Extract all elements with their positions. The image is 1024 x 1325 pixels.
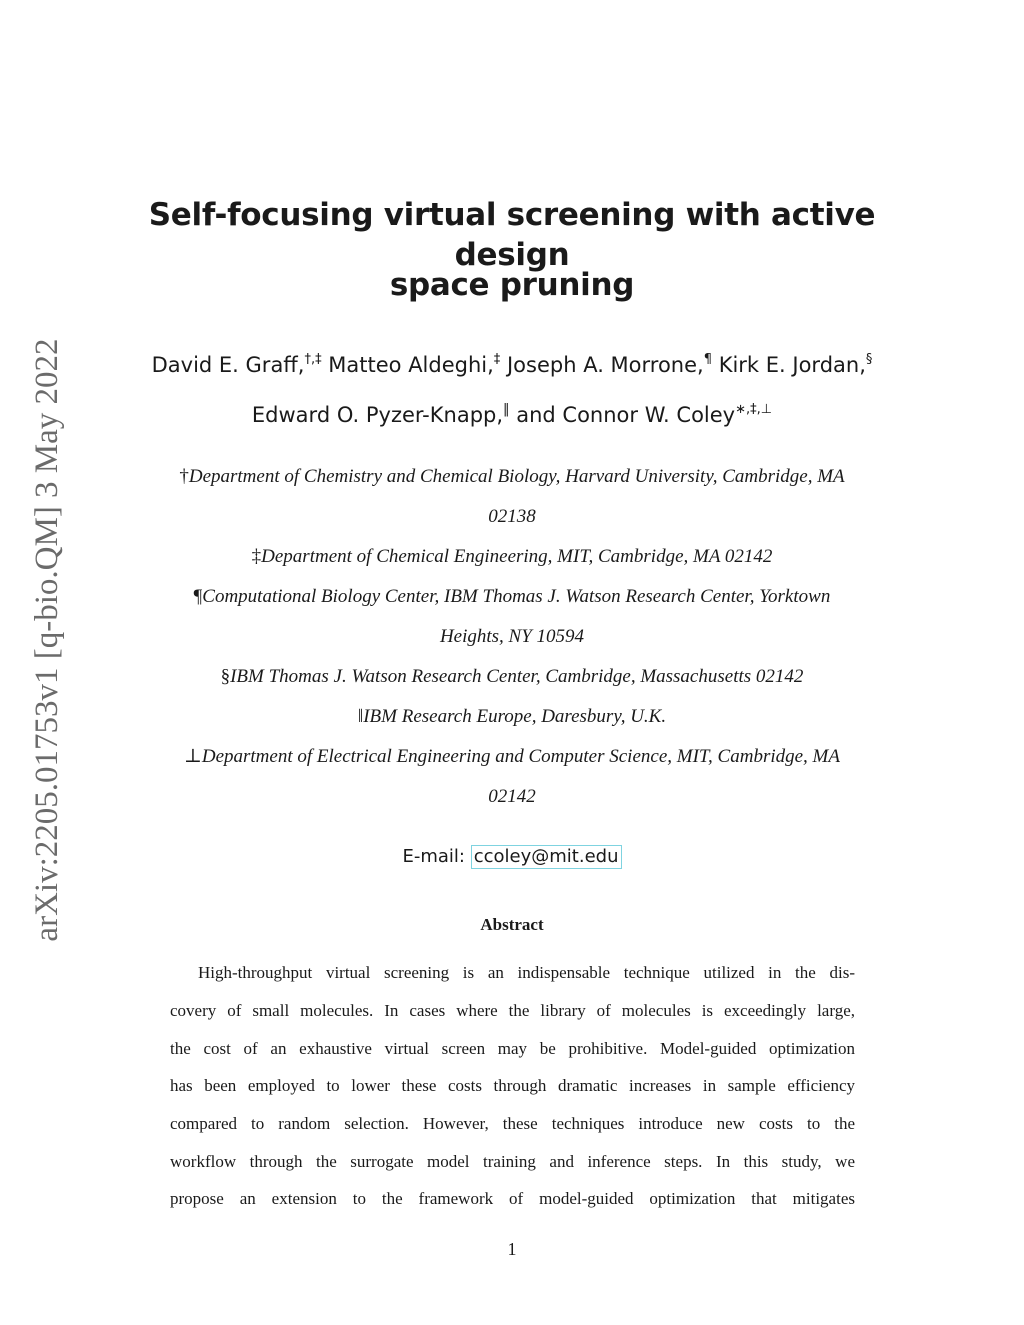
affiliation-text: IBM Research Europe, Daresbury, U.K. — [363, 706, 667, 727]
paper-title-line-2: space pruning — [389, 267, 635, 303]
author-affiliation-marks: ¶ — [703, 352, 712, 367]
author-affiliation-marks: ‡ — [493, 352, 501, 367]
author-affiliation-marks: ‖ — [503, 402, 510, 417]
author-name: David E. Graff, — [151, 353, 305, 377]
author-name: Edward O. Pyzer-Knapp, — [251, 403, 504, 427]
affiliation-text: Department of Chemistry and Chemical Biology, Harvard University, Cambridge, MA — [188, 466, 845, 487]
email-label: E-mail: — [402, 846, 465, 867]
affiliation-mark: ‡ — [251, 546, 262, 567]
paper-title-line-1: Self-focusing virtual screening with active design — [148, 197, 876, 273]
abstract-line: workflow through the surrogate model training and inference steps. In this study, we — [170, 1152, 855, 1171]
affiliation-mark: § — [220, 666, 231, 687]
affiliation-harvard-continued: 02138 — [488, 506, 536, 527]
affiliation-ibm-europe — [100, 703, 924, 731]
page-number: 1 — [507, 1239, 517, 1259]
affiliation-text: IBM Thomas J. Watson Research Center, Cambridge, Massachusetts 02142 — [230, 666, 804, 687]
affiliation-text: Department of Electrical Engineering and Computer Science, MIT, Cambridge, MA — [201, 746, 840, 767]
affiliation-text: Computational Biology Center, IBM Thomas J. Watson Research Center, Yorktown — [202, 586, 831, 607]
affiliation-mark: † — [179, 466, 189, 487]
author-name: and Connor W. Coley — [516, 403, 736, 427]
affiliation-text: Department of Chemical Engineering, MIT, Cambridge, MA 02142 — [261, 546, 773, 567]
author-list-line-2 — [100, 400, 924, 430]
abstract-line: propose an extension to the framework of model-guided optimization that mitigates — [170, 1189, 855, 1208]
author-affiliation-marks: ∗,‡,⊥ — [735, 402, 773, 417]
abstract-line: covery of small molecules. In cases where the library of molecules is exceedingly large, — [170, 1001, 855, 1020]
abstract-line: compared to random selection. However, these techniques introduce new costs to the — [170, 1114, 855, 1133]
author-affiliation-marks: § — [865, 352, 873, 367]
author-name: Kirk E. Jordan, — [718, 353, 866, 377]
abstract-line: has been employed to lower these costs through dramatic increases in sample efficiency — [170, 1076, 855, 1095]
affiliation-mit-eecs — [100, 743, 924, 771]
affiliation-mit-eecs-continued: 02142 — [488, 786, 536, 807]
email-link[interactable]: ccoley@mit.edu — [471, 845, 622, 869]
abstract-line: the cost of an exhaustive virtual screen may be prohibitive. Model-guided optimization — [170, 1039, 855, 1058]
arxiv-identifier-stamp — [24, 320, 70, 960]
contact-email — [100, 843, 924, 871]
arxiv-identifier-text: arXiv:2205.01753v1 [q-bio.QM] 3 May 2022 — [29, 338, 65, 942]
abstract-line: High-throughput virtual screening is an indispensable technique utilized in the dis- — [198, 963, 855, 982]
author-affiliation-marks: †,‡ — [304, 352, 322, 367]
affiliation-mark: ‖ — [357, 706, 364, 727]
affiliation-mark: ⊥ — [183, 746, 202, 767]
affiliation-mit-cheme — [100, 543, 924, 571]
author-list-line-1 — [100, 350, 924, 380]
affiliation-mark: ¶ — [193, 586, 203, 607]
affiliation-ibm-compbio — [100, 583, 924, 611]
author-name: Matteo Aldeghi, — [328, 353, 494, 377]
abstract-heading: Abstract — [480, 915, 544, 934]
affiliation-ibm-compbio-continued: Heights, NY 10594 — [439, 626, 585, 647]
author-name: Joseph A. Morrone, — [506, 353, 704, 377]
affiliation-ibm-cambridge — [100, 663, 924, 691]
affiliation-harvard — [100, 463, 924, 491]
